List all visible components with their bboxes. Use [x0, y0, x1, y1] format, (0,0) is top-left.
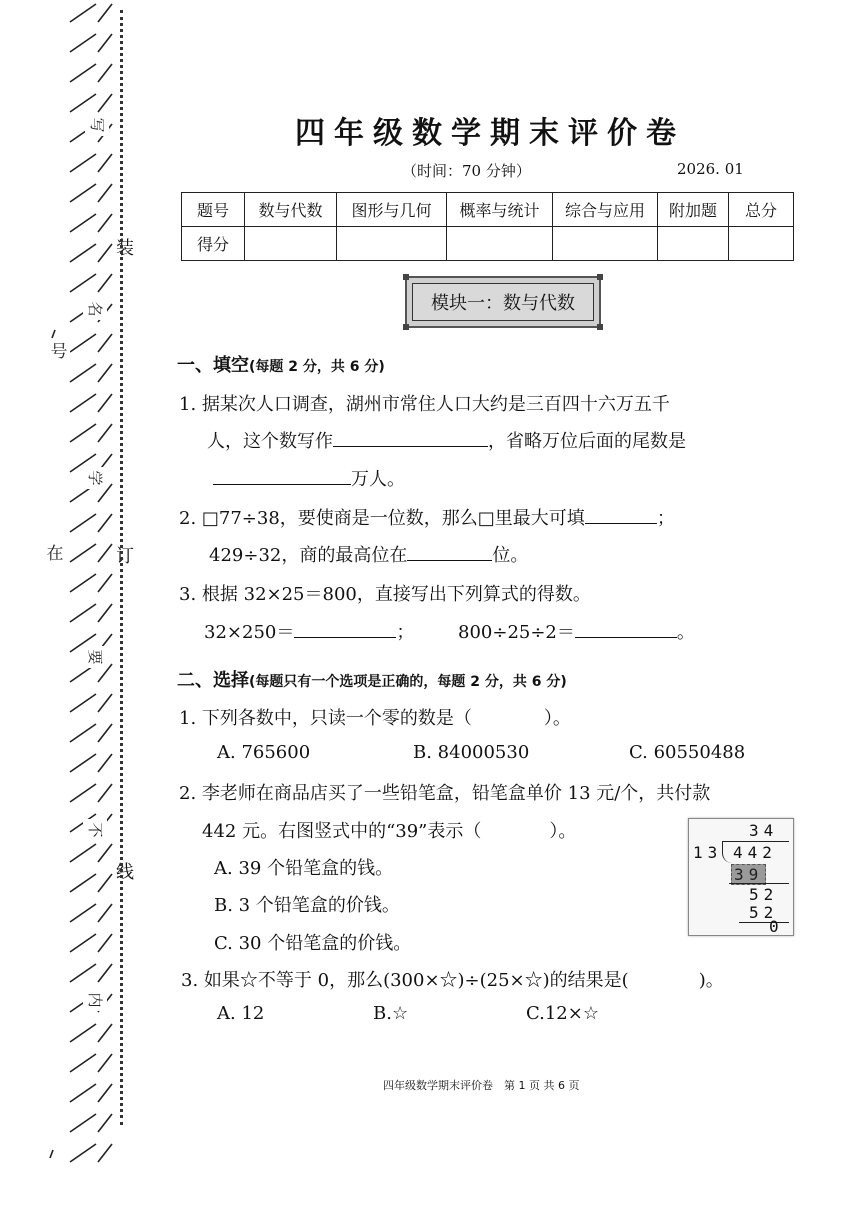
hatch-line: [98, 184, 112, 202]
score-row-label: 得分: [182, 227, 245, 261]
question-text: ）。: [549, 821, 577, 842]
question-1-3-expr1: [204, 618, 414, 644]
hatch-line: [50, 1150, 53, 1158]
question-text: 位。: [492, 545, 529, 566]
question-1-3-expr2: [458, 618, 695, 644]
hatch-line: [98, 574, 112, 592]
question-1-1-line1: 1. 据某次人口调查，湖州市常住人口大约是三百四十六万五千: [179, 394, 670, 415]
long-division-figure: [688, 818, 794, 936]
score-table: [181, 192, 794, 261]
question-text: 800÷25÷2＝: [458, 622, 575, 643]
score-header-cell: 题号: [182, 193, 245, 227]
option-a[interactable]: A. 765600: [217, 742, 311, 763]
question-text: 人，这个数写作: [207, 431, 333, 452]
hatch-line: [70, 574, 96, 592]
option-a[interactable]: A. 39 个铅笔盒的钱。: [214, 858, 394, 879]
section-fill-in-title: [177, 351, 385, 377]
score-header-cell: 综合与应用: [553, 193, 658, 227]
hatch-line: [98, 1054, 112, 1072]
hatch-line: [70, 244, 96, 262]
hatch-line: [70, 34, 96, 52]
score-header-cell: 图形与几何: [337, 193, 447, 227]
answer-blank[interactable]: [333, 428, 488, 447]
question-1-1-line3: [213, 465, 405, 491]
hatch-line: [98, 334, 112, 352]
question-2-2-line2: [202, 817, 576, 843]
hatch-line: [98, 94, 112, 112]
hatch-line: [98, 244, 112, 262]
hatch-line: [70, 694, 96, 712]
hatch-line: [70, 4, 96, 22]
question-2-3: [181, 966, 724, 992]
hatch-line: [70, 1144, 96, 1162]
score-cell[interactable]: [729, 227, 794, 261]
margin-label-not: 不: [83, 819, 107, 841]
hatch-line: [70, 1054, 96, 1072]
question-1-3-line1: 3. 根据 32×25＝800，直接写出下列算式的得数。: [179, 584, 591, 605]
question-text: )。: [698, 970, 724, 991]
binding-dotted-line: [120, 10, 123, 1125]
hatch-line: [98, 514, 112, 532]
answer-blank[interactable]: [407, 542, 492, 561]
hatch-line: [98, 1084, 112, 1102]
margin-label-at: 在: [44, 542, 66, 566]
hatch-line: [70, 544, 96, 562]
score-cell[interactable]: [447, 227, 553, 261]
hatch-line: [98, 394, 112, 412]
hatch-line: [98, 904, 112, 922]
question-text: ，省略万位后面的尾数是: [488, 431, 686, 452]
page-footer: 四年级数学期末评价卷 第 1 页 共 6 页: [383, 1079, 580, 1092]
question-text: 442 元。右图竖式中的“39”表示（: [202, 821, 482, 842]
question-1-2-line2: [209, 541, 528, 567]
question-2-2-line1: 2. 李老师在商品店买了一些铅笔盒，铅笔盒单价 13 元/个，共付款: [179, 783, 711, 804]
hatch-line: [70, 154, 96, 172]
score-table-header-row: [182, 193, 794, 227]
margin-label-name: 名: [83, 298, 107, 320]
hatch-line: [98, 34, 112, 52]
question-text: ）。: [543, 708, 571, 729]
hatch-line: [98, 1144, 112, 1162]
hatch-line: [98, 214, 112, 232]
hatch-line: [70, 934, 96, 952]
hatch-line: [98, 1024, 112, 1042]
hatch-line: [70, 1114, 96, 1132]
hatch-line: [98, 4, 112, 22]
score-cell[interactable]: [553, 227, 658, 261]
division-dividend: 442: [733, 843, 777, 862]
exam-time: （时间：70 分钟）: [402, 162, 531, 180]
option-b[interactable]: B.☆: [373, 1003, 409, 1024]
section-note: (每题 2 分，共 6 分): [249, 359, 385, 375]
division-partial-product: 52: [749, 903, 779, 922]
hatch-line: [70, 274, 96, 292]
hatch-line: [98, 424, 112, 442]
question-1-1-line2: [207, 427, 686, 453]
hatch-line: [70, 874, 96, 892]
hatch-line: [98, 874, 112, 892]
option-b[interactable]: B. 3 个铅笔盒的价钱。: [214, 895, 400, 916]
division-final-remainder: 0: [769, 917, 784, 936]
hatch-line: [70, 364, 96, 382]
section-note: (每题只有一个选项是正确的，每题 2 分，共 6 分): [249, 674, 567, 690]
hatch-line: [98, 844, 112, 862]
question-text: 2. □77÷38，要使商是一位数，那么□里最大可填: [179, 508, 585, 529]
question-text: ；: [656, 508, 675, 529]
score-header-cell: 附加题: [658, 193, 729, 227]
hatch-line: [70, 334, 96, 352]
hatch-line: [70, 64, 96, 82]
question-2-1: [179, 704, 571, 730]
hatch-line: [98, 64, 112, 82]
hatch-line: [70, 1084, 96, 1102]
question-text: 1. 下列各数中，只读一个零的数是（: [179, 708, 472, 729]
hatch-line: [98, 964, 112, 982]
option-b[interactable]: B. 84000530: [413, 742, 530, 763]
exam-date: 2026. 01: [677, 160, 744, 178]
hatch-line: [70, 214, 96, 232]
margin-label-learn: 学: [83, 467, 107, 489]
hatch-line: [98, 724, 112, 742]
hatch-line: [98, 694, 112, 712]
score-table-score-row: [182, 227, 794, 261]
margin-label-write: 写: [85, 114, 109, 136]
hatch-line: [70, 394, 96, 412]
question-text: 3. 如果☆不等于 0，那么(300×☆)÷(25×☆)的结果是(: [181, 970, 629, 991]
hatch-line: [70, 724, 96, 742]
binding-char-ding: 订: [114, 542, 136, 568]
binding-margin-hatching: [0, 0, 115, 1226]
section-title-text: 一、填空: [177, 355, 249, 376]
hatch-line: [70, 904, 96, 922]
section-choice-title: [177, 666, 567, 692]
hatch-line: [70, 964, 96, 982]
hatch-line: [70, 94, 96, 112]
option-c[interactable]: C. 30 个铅笔盒的价钱。: [214, 933, 412, 954]
question-1-2-line1: [179, 504, 675, 530]
score-header-cell: 数与代数: [245, 193, 337, 227]
module-title: 模块一：数与代数: [412, 283, 594, 321]
question-text: 32×250＝: [204, 622, 295, 643]
answer-blank[interactable]: [213, 466, 351, 485]
hatch-line: [70, 844, 96, 862]
option-a[interactable]: A. 12: [217, 1003, 265, 1024]
hatch-line: [98, 784, 112, 802]
division-bracket: [722, 841, 733, 863]
division-quotient: 34: [749, 821, 779, 840]
margin-label-inside: 内: [83, 989, 107, 1011]
division-partial-product-highlight: 39: [731, 864, 766, 885]
section-title-text: 二、选择: [177, 670, 249, 691]
hatch-line: [52, 330, 55, 338]
hatch-line: [70, 604, 96, 622]
hatch-line: [70, 424, 96, 442]
hatch-line: [70, 184, 96, 202]
division-remainder: 52: [749, 885, 779, 904]
question-text: 。: [676, 622, 695, 643]
hatch-line: [70, 754, 96, 772]
hatch-line: [70, 784, 96, 802]
score-header-cell: 总分: [729, 193, 794, 227]
answer-blank[interactable]: [575, 619, 677, 638]
option-c[interactable]: C.12×☆: [526, 1003, 599, 1024]
division-divisor: 13: [693, 843, 723, 862]
margin-label-number: 号: [48, 340, 70, 364]
score-cell[interactable]: [337, 227, 447, 261]
hatch-line: [98, 154, 112, 172]
score-header-cell: 概率与统计: [447, 193, 553, 227]
hatch-line: [70, 514, 96, 532]
answer-blank[interactable]: [585, 505, 657, 524]
question-text: 万人。: [351, 469, 405, 490]
exam-title: 四年级数学期末评价卷: [295, 116, 685, 151]
hatch-line: [98, 754, 112, 772]
question-text: 429÷32，商的最高位在: [209, 545, 408, 566]
hatch-line: [98, 364, 112, 382]
hatch-line: [98, 274, 112, 292]
module-title-box: [405, 276, 601, 328]
question-text: ；: [396, 622, 415, 643]
hatch-line: [98, 1114, 112, 1132]
hatch-line: [70, 1024, 96, 1042]
binding-char-zhuang: 装: [114, 234, 136, 260]
binding-char-xian: 线: [114, 858, 136, 884]
option-c[interactable]: C. 60550488: [629, 742, 746, 763]
hatch-line: [98, 544, 112, 562]
answer-blank[interactable]: [294, 619, 396, 638]
score-cell[interactable]: [658, 227, 729, 261]
margin-label-must: 要: [83, 646, 107, 668]
hatch-line: [98, 604, 112, 622]
score-cell[interactable]: [245, 227, 337, 261]
hatch-line: [98, 934, 112, 952]
